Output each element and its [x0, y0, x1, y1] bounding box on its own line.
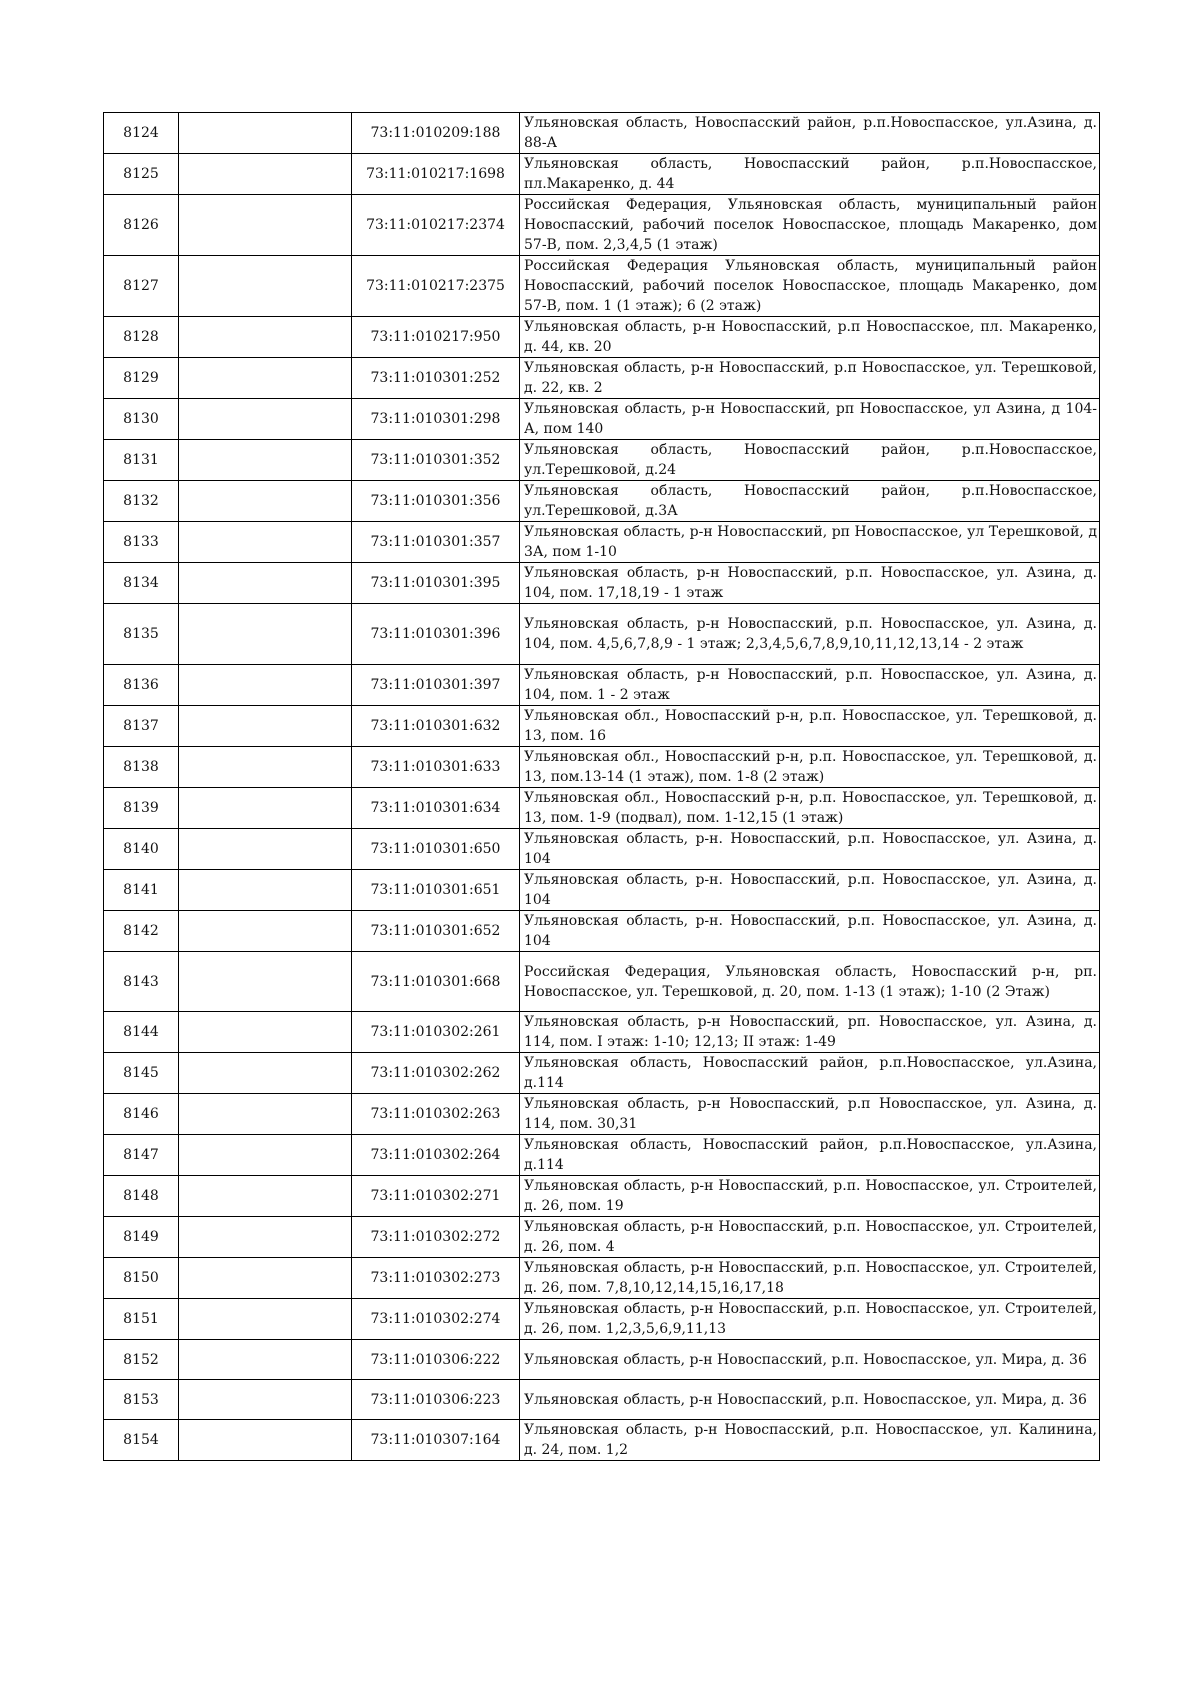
- table-row: [104, 747, 1100, 788]
- empty-cell: [179, 665, 352, 706]
- empty-cell: [179, 399, 352, 440]
- table-row: [104, 706, 1100, 747]
- cadastral-number-cell: 73:11:010306:223: [352, 1380, 520, 1420]
- empty-cell: [179, 952, 352, 1012]
- empty-cell: [179, 1420, 352, 1461]
- address-cell: Ульяновская область, Новоспасский район, р.п.Новоспасское, ул.Азина, д.114: [520, 1053, 1100, 1094]
- cadastral-number-cell: 73:11:010302:273: [352, 1258, 520, 1299]
- cadastral-number-cell: 73:11:010307:164: [352, 1420, 520, 1461]
- address-cell: Ульяновская область, р-н Новоспасский, рп Новоспасское, ул Терешковой, д 3А, пом 1-10: [520, 522, 1100, 563]
- table-row: [104, 1053, 1100, 1094]
- table-row: [104, 113, 1100, 154]
- row-number-cell: 8144: [104, 1012, 179, 1053]
- empty-cell: [179, 788, 352, 829]
- cadastral-number-cell: 73:11:010301:652: [352, 911, 520, 952]
- cadastral-number-cell: 73:11:010301:252: [352, 358, 520, 399]
- empty-cell: [179, 440, 352, 481]
- row-number-cell: 8147: [104, 1135, 179, 1176]
- table-row: [104, 1420, 1100, 1461]
- table-row: [104, 788, 1100, 829]
- cadastral-number-cell: 73:11:010302:263: [352, 1094, 520, 1135]
- address-cell: Ульяновская область, р-н Новоспасский, р.п Новоспасское, ул. Азина, д. 114, пом. 30,31: [520, 1094, 1100, 1135]
- table-row: [104, 563, 1100, 604]
- row-number-cell: 8135: [104, 604, 179, 665]
- row-number-cell: 8154: [104, 1420, 179, 1461]
- cadastral-number-cell: 73:11:010217:2375: [352, 256, 520, 317]
- empty-cell: [179, 1340, 352, 1380]
- address-cell: Российская Федерация, Ульяновская область, Новоспасский р-н, рп. Новоспасское, ул. Терешковой, д. 20, пом. 1-13 (1 этаж); 1-10 (2 Этаж): [520, 952, 1100, 1012]
- cadastral-number-cell: 73:11:010302:274: [352, 1299, 520, 1340]
- row-number-cell: 8138: [104, 747, 179, 788]
- row-number-cell: 8136: [104, 665, 179, 706]
- empty-cell: [179, 1094, 352, 1135]
- row-number-cell: 8142: [104, 911, 179, 952]
- address-cell: Ульяновская область, р-н Новоспасский, р.п. Новоспасское, ул. Азина, д. 104, пом. 4,5,6,7,8,9 - 1 этаж; 2,3,4,5,6,7,8,9,10,11,12,13,14 - 2 этаж: [520, 604, 1100, 665]
- row-number-cell: 8130: [104, 399, 179, 440]
- table-row: [104, 481, 1100, 522]
- table-row: [104, 1176, 1100, 1217]
- table-row: [104, 1380, 1100, 1420]
- table-row: [104, 399, 1100, 440]
- row-number-cell: 8140: [104, 829, 179, 870]
- table-row: [104, 911, 1100, 952]
- row-number-cell: 8124: [104, 113, 179, 154]
- table-row: [104, 358, 1100, 399]
- address-cell: Ульяновская область, р-н. Новоспасский, р.п. Новоспасское, ул. Азина, д. 104: [520, 911, 1100, 952]
- row-number-cell: 8132: [104, 481, 179, 522]
- address-cell: Ульяновская область, р-н Новоспасский, р.п Новоспасское, пл. Макаренко, д. 44, кв. 20: [520, 317, 1100, 358]
- registry-body: [104, 113, 1100, 1461]
- cadastral-number-cell: 73:11:010302:261: [352, 1012, 520, 1053]
- row-number-cell: 8131: [104, 440, 179, 481]
- table-row: [104, 1012, 1100, 1053]
- address-cell: Ульяновская область, Новоспасский район, р.п.Новоспасское, ул.Азина, д.114: [520, 1135, 1100, 1176]
- table-row: [104, 1258, 1100, 1299]
- address-cell: Ульяновская область, р-н Новоспасский, р.п. Новоспасское, ул. Строителей, д. 26, пом. 7,8,10,12,14,15,16,17,18: [520, 1258, 1100, 1299]
- table-row: [104, 604, 1100, 665]
- cadastral-number-cell: 73:11:010301:395: [352, 563, 520, 604]
- cadastral-number-cell: 73:11:010217:2374: [352, 195, 520, 256]
- empty-cell: [179, 706, 352, 747]
- row-number-cell: 8151: [104, 1299, 179, 1340]
- table-row: [104, 665, 1100, 706]
- empty-cell: [179, 522, 352, 563]
- cadastral-number-cell: 73:11:010217:950: [352, 317, 520, 358]
- cadastral-number-cell: 73:11:010301:633: [352, 747, 520, 788]
- table-row: [104, 1299, 1100, 1340]
- address-cell: Ульяновская обл., Новоспасский р-н, р.п. Новоспасское, ул. Терешковой, д. 13, пом. 16: [520, 706, 1100, 747]
- table-row: [104, 317, 1100, 358]
- empty-cell: [179, 195, 352, 256]
- address-cell: Российская Федерация Ульяновская область, муниципальный район Новоспасский, рабочий поселок Новоспасское, площадь Макаренко, дом 57-В, пом. 1 (1 этаж); 6 (2 этаж): [520, 256, 1100, 317]
- empty-cell: [179, 154, 352, 195]
- table-row: [104, 1340, 1100, 1380]
- table-row: [104, 256, 1100, 317]
- cadastral-number-cell: 73:11:010301:352: [352, 440, 520, 481]
- table-row: [104, 1217, 1100, 1258]
- cadastral-number-cell: 73:11:010302:271: [352, 1176, 520, 1217]
- table-row: [104, 829, 1100, 870]
- empty-cell: [179, 1258, 352, 1299]
- empty-cell: [179, 113, 352, 154]
- table-row: [104, 154, 1100, 195]
- row-number-cell: 8133: [104, 522, 179, 563]
- row-number-cell: 8139: [104, 788, 179, 829]
- cadastral-number-cell: 73:11:010301:634: [352, 788, 520, 829]
- empty-cell: [179, 604, 352, 665]
- cadastral-number-cell: 73:11:010301:356: [352, 481, 520, 522]
- table-row: [104, 1094, 1100, 1135]
- address-cell: Ульяновская обл., Новоспасский р-н, р.п. Новоспасское, ул. Терешковой, д. 13, пом. 1-9 (подвал), пом. 1-12,15 (1 этаж): [520, 788, 1100, 829]
- address-cell: Ульяновская область, р-н Новоспасский, рп Новоспасское, ул Азина, д 104-А, пом 140: [520, 399, 1100, 440]
- address-cell: Ульяновская область, р-н. Новоспасский, р.п. Новоспасское, ул. Азина, д. 104: [520, 829, 1100, 870]
- address-cell: Ульяновская область, р-н. Новоспасский, р.п. Новоспасское, ул. Азина, д. 104: [520, 870, 1100, 911]
- property-registry-table: [103, 112, 1100, 1461]
- row-number-cell: 8150: [104, 1258, 179, 1299]
- empty-cell: [179, 1380, 352, 1420]
- cadastral-number-cell: 73:11:010301:632: [352, 706, 520, 747]
- address-cell: Ульяновская область, р-н Новоспасский, р.п. Новоспасское, ул. Мира, д. 36: [520, 1340, 1100, 1380]
- address-cell: Ульяновская область, Новоспасский район, р.п.Новоспасское, ул.Терешковой, д.3А: [520, 481, 1100, 522]
- row-number-cell: 8127: [104, 256, 179, 317]
- empty-cell: [179, 358, 352, 399]
- cadastral-number-cell: 73:11:010302:262: [352, 1053, 520, 1094]
- row-number-cell: 8145: [104, 1053, 179, 1094]
- row-number-cell: 8152: [104, 1340, 179, 1380]
- empty-cell: [179, 1135, 352, 1176]
- empty-cell: [179, 1176, 352, 1217]
- address-cell: Ульяновская область, р-н Новоспасский, р.п. Новоспасское, ул. Азина, д. 104, пом. 17,18,19 - 1 этаж: [520, 563, 1100, 604]
- address-cell: Ульяновская область, р-н Новоспасский, рп. Новоспасское, ул. Азина, д. 114, пом. I этаж: 1-10; 12,13; II этаж: 1-49: [520, 1012, 1100, 1053]
- cadastral-number-cell: 73:11:010301:357: [352, 522, 520, 563]
- row-number-cell: 8148: [104, 1176, 179, 1217]
- cadastral-number-cell: 73:11:010301:397: [352, 665, 520, 706]
- cadastral-number-cell: 73:11:010306:222: [352, 1340, 520, 1380]
- address-cell: Ульяновская область, Новоспасский район, р.п.Новоспасское, пл.Макаренко, д. 44: [520, 154, 1100, 195]
- table-row: [104, 870, 1100, 911]
- table-row: [104, 195, 1100, 256]
- cadastral-number-cell: 73:11:010302:272: [352, 1217, 520, 1258]
- address-cell: Ульяновская область, р-н Новоспасский, р.п. Новоспасское, ул. Строителей, д. 26, пом. 1,2,3,5,6,9,11,13: [520, 1299, 1100, 1340]
- cadastral-number-cell: 73:11:010217:1698: [352, 154, 520, 195]
- address-cell: Ульяновская область, Новоспасский район, р.п.Новоспасское, ул.Азина, д. 88-А: [520, 113, 1100, 154]
- row-number-cell: 8149: [104, 1217, 179, 1258]
- row-number-cell: 8146: [104, 1094, 179, 1135]
- empty-cell: [179, 563, 352, 604]
- row-number-cell: 8128: [104, 317, 179, 358]
- row-number-cell: 8125: [104, 154, 179, 195]
- row-number-cell: 8134: [104, 563, 179, 604]
- row-number-cell: 8153: [104, 1380, 179, 1420]
- empty-cell: [179, 747, 352, 788]
- cadastral-number-cell: 73:11:010301:668: [352, 952, 520, 1012]
- row-number-cell: 8141: [104, 870, 179, 911]
- cadastral-number-cell: 73:11:010302:264: [352, 1135, 520, 1176]
- row-number-cell: 8143: [104, 952, 179, 1012]
- row-number-cell: 8129: [104, 358, 179, 399]
- address-cell: Ульяновская область, р-н Новоспасский, р.п. Новоспасское, ул. Мира, д. 36: [520, 1380, 1100, 1420]
- address-cell: Ульяновская область, р-н Новоспасский, р.п Новоспасское, ул. Терешковой, д. 22, кв. 2: [520, 358, 1100, 399]
- table-row: [104, 1135, 1100, 1176]
- row-number-cell: 8126: [104, 195, 179, 256]
- cadastral-number-cell: 73:11:010301:651: [352, 870, 520, 911]
- empty-cell: [179, 1217, 352, 1258]
- cadastral-number-cell: 73:11:010301:396: [352, 604, 520, 665]
- row-number-cell: 8137: [104, 706, 179, 747]
- empty-cell: [179, 317, 352, 358]
- empty-cell: [179, 911, 352, 952]
- empty-cell: [179, 1053, 352, 1094]
- table-row: [104, 952, 1100, 1012]
- empty-cell: [179, 1299, 352, 1340]
- empty-cell: [179, 1012, 352, 1053]
- empty-cell: [179, 870, 352, 911]
- cadastral-number-cell: 73:11:010209:188: [352, 113, 520, 154]
- empty-cell: [179, 829, 352, 870]
- address-cell: Ульяновская область, р-н Новоспасский, р.п. Новоспасское, ул. Азина, д. 104, пом. 1 - 2 этаж: [520, 665, 1100, 706]
- empty-cell: [179, 481, 352, 522]
- address-cell: Ульяновская обл., Новоспасский р-н, р.п. Новоспасское, ул. Терешковой, д. 13, пом.13-14 (1 этаж), пом. 1-8 (2 этаж): [520, 747, 1100, 788]
- table-row: [104, 522, 1100, 563]
- address-cell: Ульяновская область, р-н Новоспасский, р.п. Новоспасское, ул. Строителей, д. 26, пом. 4: [520, 1217, 1100, 1258]
- address-cell: Российская Федерация, Ульяновская область, муниципальный район Новоспасский, рабочий поселок Новоспасское, площадь Макаренко, дом 57-В, пом. 2,3,4,5 (1 этаж): [520, 195, 1100, 256]
- empty-cell: [179, 256, 352, 317]
- address-cell: Ульяновская область, Новоспасский район, р.п.Новоспасское, ул.Терешковой, д.24: [520, 440, 1100, 481]
- cadastral-number-cell: 73:11:010301:650: [352, 829, 520, 870]
- address-cell: Ульяновская область, р-н Новоспасский, р.п. Новоспасское, ул. Калинина, д. 24, пом. 1,2: [520, 1420, 1100, 1461]
- address-cell: Ульяновская область, р-н Новоспасский, р.п. Новоспасское, ул. Строителей, д. 26, пом. 19: [520, 1176, 1100, 1217]
- cadastral-number-cell: 73:11:010301:298: [352, 399, 520, 440]
- table-row: [104, 440, 1100, 481]
